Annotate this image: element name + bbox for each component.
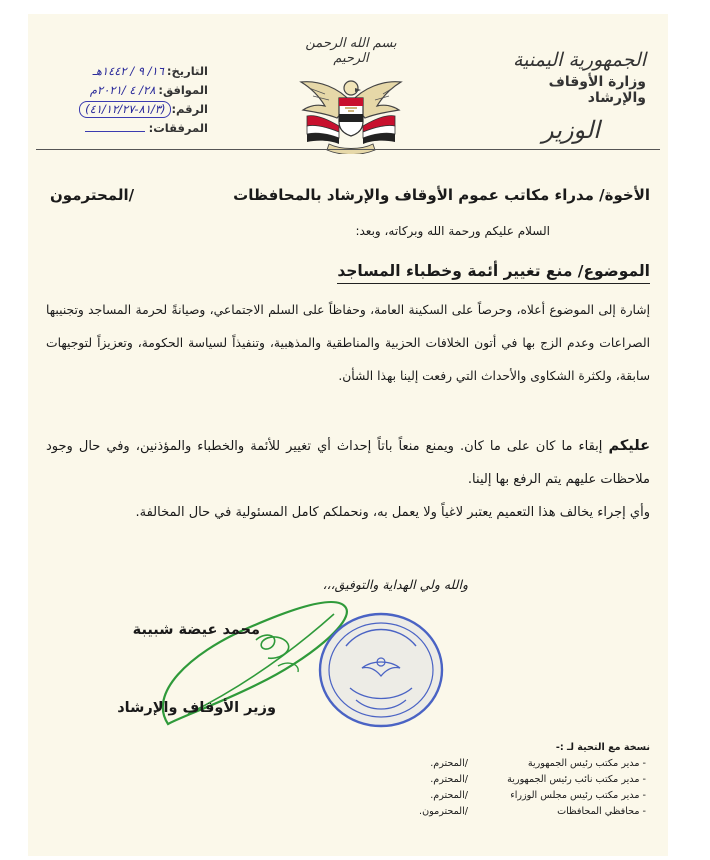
letterhead-ministry-block [496,48,646,144]
copy-honorific: /المحترم. [430,758,468,769]
letter-page [28,14,668,856]
paragraph-2 [46,430,650,496]
attachments-label: المرفقات: [148,121,208,135]
copy-honorific: /المحترم. [430,790,468,801]
attachments-blank [85,122,145,132]
date-label: التاريخ: [166,64,208,78]
corresponding-label: الموافق: [158,83,208,97]
paragraph-1: إشارة إلى الموضوع أعلاه، وحرصاً على السكينة العامة، وحفاظاً على السلم الاجتماعي، وصيانةً لحرمة المساجد وتجنيبها الصراعات وعدم الزج بها في أتون الخلافات الحزبية والمناطقية والمذهبية، وتنفيذاً لسياسة الحكومة، وتعزيزاً لتوجيهات سابقة، ولكثرة الشكاوى والأحداث التي رفعت إلينا بهذا الشأن. [46,303,650,383]
copy-office: - محافظي المحافظات [557,806,646,817]
corresponding-value: ٢٨/ ٤ /٢٠٢١م [89,83,156,97]
copy-office: - مدير مكتب رئيس مجلس الوزراء [510,790,646,801]
signer-title: وزير الأوقاف والإرشاد [117,700,276,716]
letterhead-emblem-block [286,36,416,154]
addressee-text: الأخوة/ مدراء مكاتب عموم الأوقاف والإرشاد بالمحافظات [233,186,650,204]
meta-date [38,62,208,81]
copy-honorific: /المحترمون. [419,806,468,817]
list-item [400,756,650,772]
paragraph-2-text: إبقاء ما كان على ما كان. ويمنع منعاً باتاً إحداث أي تغيير للأئمة والخطباء والمؤذنين، وفي حال وجود ملاحظات عليهم يتم الرفع بها إلينا. [46,439,650,487]
paragraph-3: وأي إجراء يخالف هذا التعميم يعتبر لاغياً ولا يعمل به، ونحملكم كامل المسئولية في حال المخالفة. [135,505,650,520]
meta-attachments [38,119,208,138]
meta-number [38,100,208,119]
list-item [400,804,650,820]
letter-meta-block [38,62,208,138]
copy-office: - مدير مكتب رئيس الجمهورية [527,758,646,769]
basmala-text: بسم الله الرحمن الرحيم [305,36,397,66]
republic-name: الجمهورية اليمنية [512,49,646,71]
yemen-eagle-emblem-icon [295,68,407,154]
date-value: ١٦/ ٩ / ١٤٤٢هـ [92,64,164,78]
closing-line: والله ولي الهداية والتوفيق،،، [322,577,468,592]
meta-corresponding [38,81,208,100]
paragraph-2-lead: عليكم [608,438,651,454]
ministry-name: وزارة الأوقاف والإرشاد [548,74,646,106]
list-item [400,788,650,804]
subject-line: الموضوع/ منع تغيير أئمة وخطباء المساجد [337,262,650,284]
copy-office: - مدير مكتب نائب رئيس الجمهورية [507,774,646,785]
greeting-line: السلام عليكم ورحمة الله وبركاته، وبعد: [355,224,550,238]
addressee-respect: /المحترمون [50,186,135,204]
ministry-stamp-icon [316,610,446,730]
header-divider [36,149,660,150]
copies-heading: نسخة مع التحية لـ :- [555,742,650,753]
minister-heading: الوزير [542,116,600,144]
number-value: (٨١/٣-٤١/١٢/٢٧) [79,101,171,118]
signer-name: محمد عيضة شبيبة [132,622,260,638]
copies-list [400,740,650,820]
addressee-line [50,186,650,204]
copy-honorific: /المحترم. [430,774,468,785]
list-item [400,772,650,788]
number-label: الرقم: [171,102,208,116]
